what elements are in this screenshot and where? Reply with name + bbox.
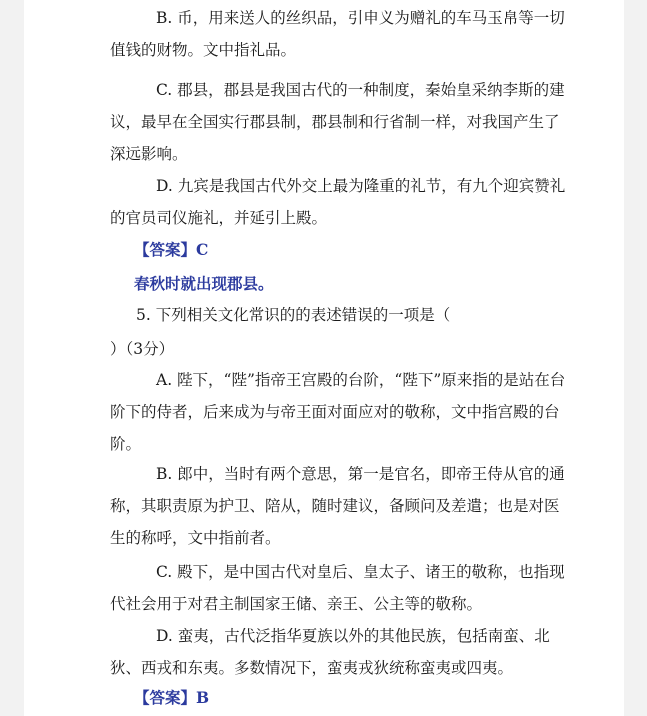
option-d-prev: D. 九宾是我国古代外交上最为隆重的礼节，有九个迎宾赞礼的官员司仪施礼，并延引上殿。 — [110, 177, 566, 227]
answer-note-prev: 春秋时就出现郡县。 — [134, 274, 274, 293]
option-d: D. 蛮夷，古代泛指华夏族以外的其他民族，包括南蛮、北狄、西戎和东夷。多数情况下，蛮夷戎狄统称蛮夷或四夷。 — [110, 627, 550, 677]
answer-prev: 【答案】C — [134, 240, 209, 259]
answer: 【答案】B — [134, 688, 210, 707]
question-score: ）（3分） — [110, 340, 175, 358]
option-a: A. 陛下，“陛”指帝王宫殿的台阶，“陛下”原来指的是站在台阶下的侍者，后来成为与帝王面对面应对的敬称，文中指宫殿的台阶。 — [110, 371, 566, 453]
option-b: B. 郎中，当时有两个意思，第一是官名，即帝王侍从官的通称，其职责原为护卫、陪从，随时建议，备顾问及差遣；也是对医生的称呼，文中指前者。 — [110, 465, 565, 547]
option-b-prev: B. 币，用来送人的丝织品，引申义为赠礼的车马玉帛等一切值钱的财物。文中指礼品。 — [110, 9, 565, 59]
option-c: C. 殿下，是中国古代对皇后、皇太子、诸王的敬称，也指现代社会用于对君主制国家王储、亲王、公主等的敬称。 — [110, 563, 565, 613]
question-text: 5. 下列相关文化常识的的表述错误的一项是（ — [136, 306, 451, 324]
option-c-prev: C. 郡县，郡县是我国古代的一种制度，秦始皇采纳李斯的建议，最早在全国实行郡县制，郡县制和行省制一样，对我国产生了深远影响。 — [110, 81, 565, 163]
document-page — [24, 0, 624, 716]
question-5 — [110, 298, 570, 366]
